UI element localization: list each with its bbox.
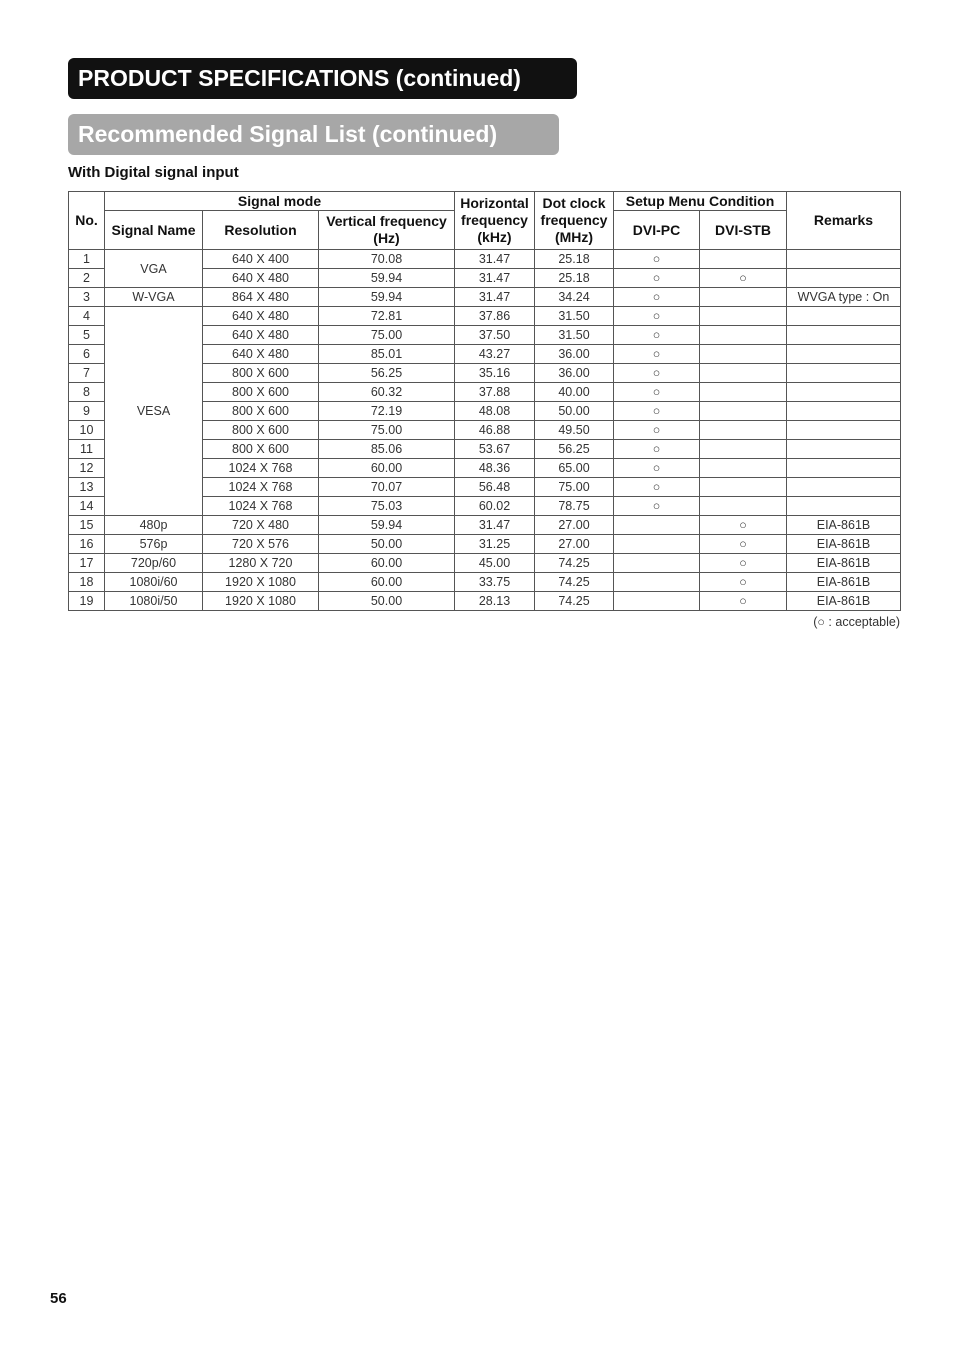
cell-dot-clock: 34.24 xyxy=(535,288,614,307)
cell-dot-clock: 36.00 xyxy=(535,345,614,364)
cell-dvi-stb xyxy=(700,402,787,421)
cell-resolution: 800 X 600 xyxy=(203,440,319,459)
cell-resolution: 640 X 400 xyxy=(203,250,319,269)
table-row xyxy=(69,592,901,611)
cell-no: 17 xyxy=(69,554,105,573)
cell-no: 11 xyxy=(69,440,105,459)
cell-no: 2 xyxy=(69,269,105,288)
cell-resolution: 864 X 480 xyxy=(203,288,319,307)
cell-dvi-stb xyxy=(700,383,787,402)
cell-vertical-frequency: 59.94 xyxy=(319,269,455,288)
cell-dot-clock: 27.00 xyxy=(535,535,614,554)
cell-remarks xyxy=(787,345,901,364)
cell-resolution: 1920 X 1080 xyxy=(203,573,319,592)
cell-dvi-stb: ○ xyxy=(700,592,787,611)
cell-vertical-frequency: 85.01 xyxy=(319,345,455,364)
cell-signal-name: VGA xyxy=(105,250,203,288)
cell-dot-clock: 31.50 xyxy=(535,307,614,326)
cell-horizontal-frequency: 48.08 xyxy=(455,402,535,421)
cell-remarks xyxy=(787,478,901,497)
cell-remarks xyxy=(787,383,901,402)
cell-dvi-stb xyxy=(700,364,787,383)
cell-resolution: 800 X 600 xyxy=(203,402,319,421)
table-row xyxy=(69,250,901,269)
cell-no: 10 xyxy=(69,421,105,440)
cell-vertical-frequency: 60.00 xyxy=(319,554,455,573)
cell-dvi-stb xyxy=(700,326,787,345)
cell-dvi-pc: ○ xyxy=(614,345,700,364)
cell-dot-clock: 74.25 xyxy=(535,573,614,592)
cell-remarks xyxy=(787,440,901,459)
cell-resolution: 640 X 480 xyxy=(203,307,319,326)
cell-remarks: EIA-861B xyxy=(787,554,901,573)
header-dvi-stb: DVI-STB xyxy=(700,211,787,250)
cell-resolution: 1024 X 768 xyxy=(203,478,319,497)
cell-horizontal-frequency: 31.47 xyxy=(455,269,535,288)
header-horizontal-frequency: Horizontal frequency (kHz) xyxy=(455,192,535,250)
cell-remarks xyxy=(787,269,901,288)
cell-signal-name: 576p xyxy=(105,535,203,554)
cell-remarks xyxy=(787,326,901,345)
cell-dvi-stb xyxy=(700,440,787,459)
section-title-banner xyxy=(68,114,559,155)
header-dot-clock: Dot clock frequency (MHz) xyxy=(535,192,614,250)
cell-dot-clock: 50.00 xyxy=(535,402,614,421)
cell-remarks xyxy=(787,459,901,478)
cell-horizontal-frequency: 31.47 xyxy=(455,288,535,307)
page-title: PRODUCT SPECIFICATIONS (continued) xyxy=(78,65,521,91)
cell-dot-clock: 31.50 xyxy=(535,326,614,345)
table-row xyxy=(69,516,901,535)
cell-signal-name: W-VGA xyxy=(105,288,203,307)
cell-horizontal-frequency: 48.36 xyxy=(455,459,535,478)
cell-dvi-stb xyxy=(700,421,787,440)
cell-no: 5 xyxy=(69,326,105,345)
cell-resolution: 720 X 480 xyxy=(203,516,319,535)
cell-dvi-pc: ○ xyxy=(614,307,700,326)
cell-no: 15 xyxy=(69,516,105,535)
cell-dot-clock: 56.25 xyxy=(535,440,614,459)
cell-horizontal-frequency: 33.75 xyxy=(455,573,535,592)
cell-dvi-stb xyxy=(700,345,787,364)
cell-resolution: 640 X 480 xyxy=(203,269,319,288)
cell-resolution: 800 X 600 xyxy=(203,383,319,402)
cell-resolution: 800 X 600 xyxy=(203,421,319,440)
cell-dvi-pc xyxy=(614,573,700,592)
cell-no: 18 xyxy=(69,573,105,592)
cell-horizontal-frequency: 37.88 xyxy=(455,383,535,402)
cell-dvi-pc: ○ xyxy=(614,478,700,497)
cell-dvi-pc: ○ xyxy=(614,459,700,478)
cell-no: 12 xyxy=(69,459,105,478)
cell-no: 9 xyxy=(69,402,105,421)
header-vertical-frequency: Vertical frequency (Hz) xyxy=(319,211,455,250)
cell-resolution: 800 X 600 xyxy=(203,364,319,383)
cell-horizontal-frequency: 46.88 xyxy=(455,421,535,440)
cell-no: 19 xyxy=(69,592,105,611)
legend-note: (○ : acceptable) xyxy=(813,615,900,629)
cell-resolution: 1280 X 720 xyxy=(203,554,319,573)
table-row xyxy=(69,573,901,592)
cell-horizontal-frequency: 45.00 xyxy=(455,554,535,573)
cell-resolution: 640 X 480 xyxy=(203,326,319,345)
cell-resolution: 640 X 480 xyxy=(203,345,319,364)
cell-horizontal-frequency: 31.47 xyxy=(455,250,535,269)
cell-dvi-pc: ○ xyxy=(614,402,700,421)
cell-dvi-stb xyxy=(700,497,787,516)
cell-vertical-frequency: 60.00 xyxy=(319,573,455,592)
page-title-banner xyxy=(68,58,577,99)
cell-remarks xyxy=(787,497,901,516)
cell-dot-clock: 75.00 xyxy=(535,478,614,497)
cell-vertical-frequency: 59.94 xyxy=(319,288,455,307)
cell-horizontal-frequency: 35.16 xyxy=(455,364,535,383)
cell-dvi-stb: ○ xyxy=(700,516,787,535)
cell-no: 6 xyxy=(69,345,105,364)
cell-remarks xyxy=(787,307,901,326)
cell-dot-clock: 25.18 xyxy=(535,269,614,288)
cell-resolution: 1024 X 768 xyxy=(203,459,319,478)
cell-no: 14 xyxy=(69,497,105,516)
cell-dot-clock: 25.18 xyxy=(535,250,614,269)
cell-horizontal-frequency: 43.27 xyxy=(455,345,535,364)
cell-signal-name: 1080i/60 xyxy=(105,573,203,592)
cell-dvi-stb: ○ xyxy=(700,269,787,288)
header-setup-menu-condition: Setup Menu Condition xyxy=(614,192,787,211)
cell-vertical-frequency: 50.00 xyxy=(319,592,455,611)
cell-dot-clock: 74.25 xyxy=(535,554,614,573)
cell-horizontal-frequency: 60.02 xyxy=(455,497,535,516)
cell-no: 1 xyxy=(69,250,105,269)
cell-dvi-pc xyxy=(614,535,700,554)
cell-vertical-frequency: 50.00 xyxy=(319,535,455,554)
cell-remarks: EIA-861B xyxy=(787,516,901,535)
cell-resolution: 1024 X 768 xyxy=(203,497,319,516)
cell-signal-name: 1080i/50 xyxy=(105,592,203,611)
cell-dvi-stb xyxy=(700,288,787,307)
table-row xyxy=(69,554,901,573)
cell-no: 4 xyxy=(69,307,105,326)
cell-signal-name: 480p xyxy=(105,516,203,535)
subsection-heading: With Digital signal input xyxy=(68,164,239,181)
cell-dvi-pc: ○ xyxy=(614,421,700,440)
header-no: No. xyxy=(69,192,105,250)
cell-remarks: WVGA type : On xyxy=(787,288,901,307)
cell-dvi-stb xyxy=(700,459,787,478)
table-row xyxy=(69,288,901,307)
cell-horizontal-frequency: 56.48 xyxy=(455,478,535,497)
header-signal-mode: Signal mode xyxy=(105,192,455,211)
cell-no: 8 xyxy=(69,383,105,402)
cell-no: 3 xyxy=(69,288,105,307)
cell-horizontal-frequency: 31.25 xyxy=(455,535,535,554)
table-row xyxy=(69,535,901,554)
cell-horizontal-frequency: 37.86 xyxy=(455,307,535,326)
cell-signal-name: 720p/60 xyxy=(105,554,203,573)
signal-table xyxy=(68,191,901,611)
cell-dvi-stb xyxy=(700,307,787,326)
cell-dot-clock: 74.25 xyxy=(535,592,614,611)
cell-dot-clock: 27.00 xyxy=(535,516,614,535)
cell-horizontal-frequency: 28.13 xyxy=(455,592,535,611)
cell-vertical-frequency: 75.03 xyxy=(319,497,455,516)
cell-dvi-stb xyxy=(700,478,787,497)
table-row xyxy=(69,307,901,326)
cell-dvi-pc: ○ xyxy=(614,250,700,269)
cell-signal-name: VESA xyxy=(105,307,203,516)
cell-vertical-frequency: 59.94 xyxy=(319,516,455,535)
cell-horizontal-frequency: 31.47 xyxy=(455,516,535,535)
cell-dvi-pc: ○ xyxy=(614,440,700,459)
cell-remarks xyxy=(787,250,901,269)
cell-dot-clock: 36.00 xyxy=(535,364,614,383)
cell-resolution: 720 X 576 xyxy=(203,535,319,554)
cell-dot-clock: 65.00 xyxy=(535,459,614,478)
cell-dot-clock: 78.75 xyxy=(535,497,614,516)
cell-vertical-frequency: 60.32 xyxy=(319,383,455,402)
header-dvi-pc: DVI-PC xyxy=(614,211,700,250)
header-resolution: Resolution xyxy=(203,211,319,250)
cell-dot-clock: 40.00 xyxy=(535,383,614,402)
cell-dvi-pc: ○ xyxy=(614,269,700,288)
cell-vertical-frequency: 60.00 xyxy=(319,459,455,478)
cell-vertical-frequency: 85.06 xyxy=(319,440,455,459)
cell-remarks xyxy=(787,364,901,383)
cell-remarks xyxy=(787,402,901,421)
cell-dvi-pc: ○ xyxy=(614,383,700,402)
cell-dvi-pc: ○ xyxy=(614,364,700,383)
cell-vertical-frequency: 75.00 xyxy=(319,421,455,440)
cell-dvi-pc: ○ xyxy=(614,497,700,516)
cell-dvi-pc: ○ xyxy=(614,288,700,307)
header-signal-name: Signal Name xyxy=(105,211,203,250)
cell-vertical-frequency: 72.81 xyxy=(319,307,455,326)
cell-vertical-frequency: 75.00 xyxy=(319,326,455,345)
cell-vertical-frequency: 70.08 xyxy=(319,250,455,269)
cell-dvi-stb: ○ xyxy=(700,554,787,573)
page-number: 56 xyxy=(50,1290,67,1307)
header-remarks: Remarks xyxy=(787,192,901,250)
cell-no: 16 xyxy=(69,535,105,554)
cell-dot-clock: 49.50 xyxy=(535,421,614,440)
cell-horizontal-frequency: 53.67 xyxy=(455,440,535,459)
cell-dvi-stb: ○ xyxy=(700,573,787,592)
cell-dvi-pc xyxy=(614,516,700,535)
cell-remarks: EIA-861B xyxy=(787,592,901,611)
cell-remarks xyxy=(787,421,901,440)
cell-resolution: 1920 X 1080 xyxy=(203,592,319,611)
cell-dvi-pc: ○ xyxy=(614,326,700,345)
cell-no: 7 xyxy=(69,364,105,383)
cell-dvi-stb xyxy=(700,250,787,269)
cell-vertical-frequency: 70.07 xyxy=(319,478,455,497)
cell-horizontal-frequency: 37.50 xyxy=(455,326,535,345)
cell-remarks: EIA-861B xyxy=(787,573,901,592)
cell-remarks: EIA-861B xyxy=(787,535,901,554)
cell-dvi-stb: ○ xyxy=(700,535,787,554)
section-title: Recommended Signal List (continued) xyxy=(78,121,498,147)
cell-dvi-pc xyxy=(614,592,700,611)
cell-dvi-pc xyxy=(614,554,700,573)
cell-vertical-frequency: 56.25 xyxy=(319,364,455,383)
cell-no: 13 xyxy=(69,478,105,497)
cell-vertical-frequency: 72.19 xyxy=(319,402,455,421)
